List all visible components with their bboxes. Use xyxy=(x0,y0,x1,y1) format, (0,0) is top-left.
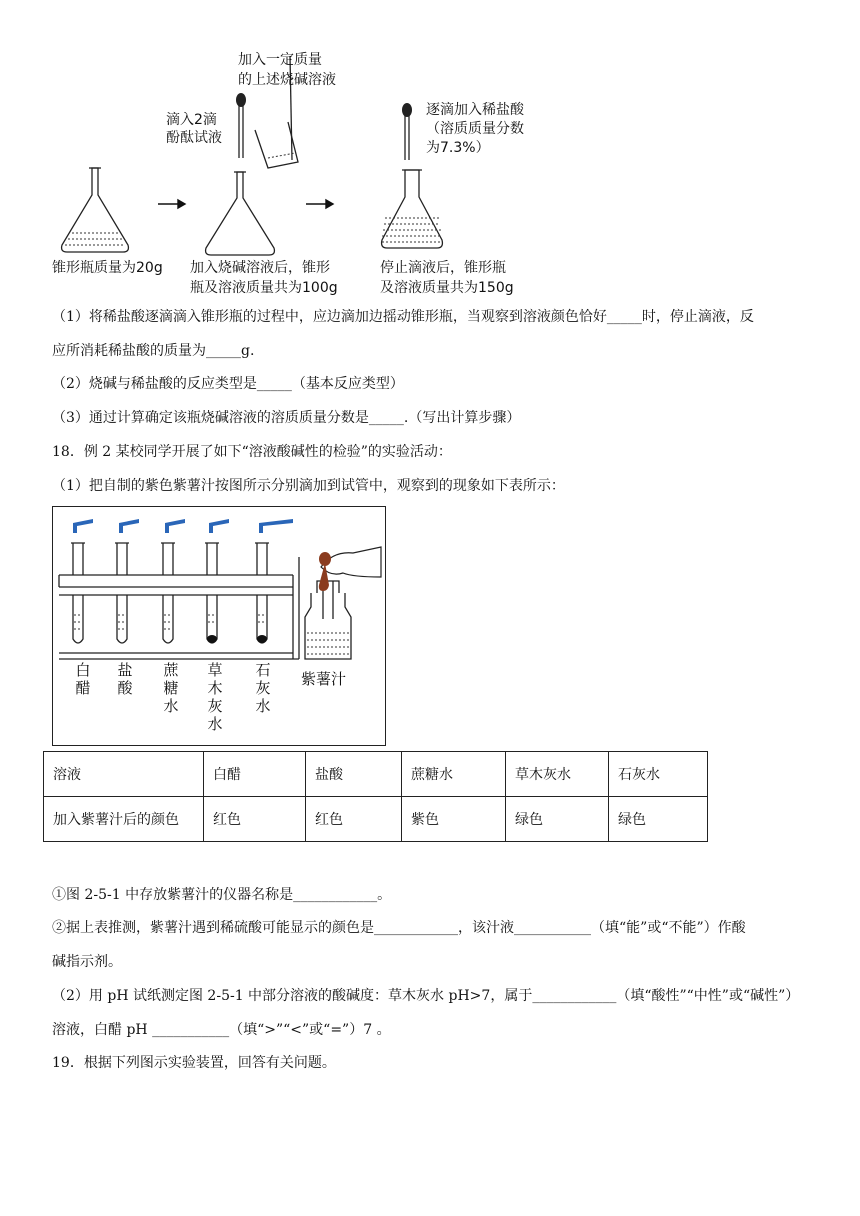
bottle-label: 紫薯汁 xyxy=(301,670,347,688)
caption-flask-3-line1: 停止滴液后，锥形瓶 xyxy=(380,260,506,276)
tube-label-vinegar: 白 醋 xyxy=(75,661,91,697)
label-drops-2: 酚酞试液 xyxy=(166,130,222,146)
table-cell: 紫色 xyxy=(402,797,506,842)
table-cell: 红色 xyxy=(306,797,402,842)
label-hcl-1: 逐滴加入稀盐酸 xyxy=(426,102,524,118)
table-cell: 红色 xyxy=(204,797,306,842)
tube-label-hcl: 盐 酸 xyxy=(117,661,133,697)
tube-label-ash-water: 草 木 灰 水 xyxy=(207,661,223,733)
label-hcl-3: 为7.3%） xyxy=(426,140,490,156)
caption-flask-3-line2: 及溶液质量共为150g xyxy=(380,280,514,296)
label-add-naoh-1: 加入一定质量 xyxy=(238,52,322,68)
table-cell: 溶液 xyxy=(44,752,204,797)
table-cell: 绿色 xyxy=(609,797,708,842)
caption-flask-2-line2: 瓶及溶液质量共为100g xyxy=(190,280,338,296)
q17-part1-line2: 应所消耗稀盐酸的质量为_____g. xyxy=(52,343,255,359)
q18-title: 18．例 2 某校同学开展了如下“溶液酸碱性的检验”的实验活动： xyxy=(52,444,452,460)
label-hcl-2: （溶质质量分数 xyxy=(426,121,524,137)
q17-part3: （3）通过计算确定该瓶烧碱溶液的溶质质量分数是_____.（写出计算步骤） xyxy=(52,410,521,426)
table-cell: 草木灰水 xyxy=(506,752,609,797)
table-cell: 白醋 xyxy=(204,752,306,797)
q19-title: 19．根据下列图示实验装置，回答有关问题。 xyxy=(52,1055,336,1071)
table-cell: 加入紫薯汁后的颜色 xyxy=(44,797,204,842)
q17-part1-line1: （1）将稀盐酸逐滴滴入锥形瓶的过程中，应边滴加边摇动锥形瓶，当观察到溶液颜色恰好_____时，停止滴液，反 xyxy=(52,309,754,325)
caption-flask-2-line1: 加入烧碱溶液后，锥形 xyxy=(190,260,330,276)
q18-sub2-line1: ②据上表推测，紫薯汁遇到稀硫酸可能显示的颜色是____________，该汁液___________（填“能”或“不能”）作酸 xyxy=(52,920,746,936)
q18-part1: （1）把自制的紫色紫薯汁按图所示分别滴加到试管中，观察到的现象如下表所示： xyxy=(52,478,565,494)
table-cell: 盐酸 xyxy=(306,752,402,797)
test-tube-figure xyxy=(52,506,386,746)
caption-flask-1: 锥形瓶质量为20g xyxy=(52,260,163,276)
table-cell: 绿色 xyxy=(506,797,609,842)
q18-sub2-line2: 碱指示剂。 xyxy=(52,954,122,970)
tube-label-sugar-water: 蔗 糖 水 xyxy=(163,661,179,715)
tube-label-lime-water: 石 灰 水 xyxy=(255,661,271,715)
q18-sub1: ①图 2-5-1 中存放紫薯汁的仪器名称是____________。 xyxy=(52,887,392,903)
table-cell: 蔗糖水 xyxy=(402,752,506,797)
q18-part2-line1: （2）用 pH 试纸测定图 2-5-1 中部分溶液的酸碱度：草木灰水 pH>7，属于____________（填“酸性”“中性”或“碱性”） xyxy=(52,988,800,1004)
table-row xyxy=(44,797,708,842)
q17-part2: （2）烧碱与稀盐酸的反应类型是_____（基本反应类型） xyxy=(52,376,404,392)
q18-part2-line2: 溶液，白醋 pH ___________（填“>”“<”或“=”）7 。 xyxy=(52,1022,391,1038)
color-result-table xyxy=(43,751,708,842)
table-row xyxy=(44,752,708,797)
table-cell: 石灰水 xyxy=(609,752,708,797)
label-add-naoh-2: 的上述烧碱溶液 xyxy=(238,72,336,88)
label-drops-1: 滴入2滴 xyxy=(166,112,217,128)
